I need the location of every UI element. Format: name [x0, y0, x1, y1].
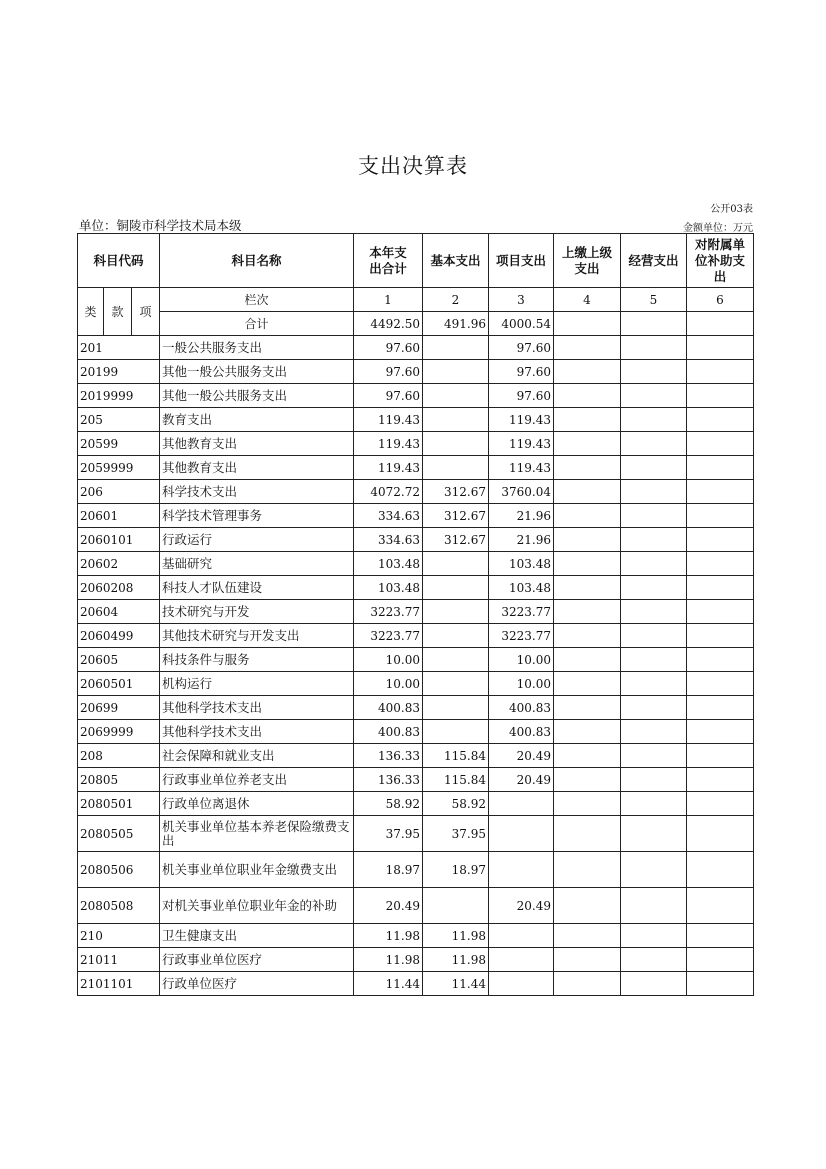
row-business — [621, 336, 687, 360]
row-business — [621, 576, 687, 600]
row-basic: 11.98 — [423, 948, 489, 972]
row-business — [621, 744, 687, 768]
row-business — [621, 972, 687, 996]
row-project: 21.96 — [489, 504, 554, 528]
table-row — [78, 624, 754, 648]
row-basic: 312.67 — [423, 480, 489, 504]
row-project: 400.83 — [489, 696, 554, 720]
table-row — [78, 948, 754, 972]
row-total: 11.98 — [354, 924, 423, 948]
col-index-5: 5 — [621, 288, 687, 312]
row-basic — [423, 456, 489, 480]
table-row — [78, 360, 754, 384]
row-subsidy — [687, 852, 754, 888]
row-project — [489, 924, 554, 948]
table-row — [78, 888, 754, 924]
row-subsidy — [687, 360, 754, 384]
row-total: 10.00 — [354, 672, 423, 696]
row-business — [621, 456, 687, 480]
row-remit — [554, 888, 621, 924]
row-name: 其他教育支出 — [160, 456, 354, 480]
table-row — [78, 336, 754, 360]
row-total: 136.33 — [354, 768, 423, 792]
row-basic: 312.67 — [423, 528, 489, 552]
row-business — [621, 948, 687, 972]
row-business — [621, 600, 687, 624]
table-row — [78, 924, 754, 948]
row-basic: 312.67 — [423, 504, 489, 528]
row-remit — [554, 624, 621, 648]
row-basic — [423, 408, 489, 432]
table-row — [78, 816, 754, 852]
row-remit — [554, 384, 621, 408]
row-basic: 37.95 — [423, 816, 489, 852]
row-business — [621, 888, 687, 924]
row-name: 其他一般公共服务支出 — [160, 384, 354, 408]
table-row — [78, 480, 754, 504]
total-business — [621, 312, 687, 336]
row-code: 2069999 — [78, 720, 160, 744]
table-row — [78, 672, 754, 696]
table-row — [78, 552, 754, 576]
header-total: 本年支出合计 — [354, 234, 423, 288]
table-row — [78, 408, 754, 432]
row-total: 136.33 — [354, 744, 423, 768]
row-total: 400.83 — [354, 720, 423, 744]
row-total: 119.43 — [354, 456, 423, 480]
total-label: 合计 — [160, 312, 354, 336]
header-business: 经营支出 — [621, 234, 687, 288]
col-index-2: 2 — [423, 288, 489, 312]
row-business — [621, 924, 687, 948]
row-project: 20.49 — [489, 744, 554, 768]
col-index-3: 3 — [489, 288, 554, 312]
row-project — [489, 852, 554, 888]
row-code: 2060208 — [78, 576, 160, 600]
row-code: 2060499 — [78, 624, 160, 648]
header-name: 科目名称 — [160, 234, 354, 288]
row-basic: 11.98 — [423, 924, 489, 948]
row-basic — [423, 888, 489, 924]
row-project: 20.49 — [489, 888, 554, 924]
row-basic: 115.84 — [423, 768, 489, 792]
row-business — [621, 624, 687, 648]
row-project: 119.43 — [489, 432, 554, 456]
col-index-6: 6 — [687, 288, 754, 312]
row-basic — [423, 576, 489, 600]
row-project: 3223.77 — [489, 600, 554, 624]
row-total: 4072.72 — [354, 480, 423, 504]
row-remit — [554, 744, 621, 768]
row-name: 行政事业单位医疗 — [160, 948, 354, 972]
row-remit — [554, 948, 621, 972]
row-project: 103.48 — [489, 552, 554, 576]
row-remit — [554, 456, 621, 480]
header-code: 科目代码 — [78, 234, 160, 288]
row-code: 20604 — [78, 600, 160, 624]
row-remit — [554, 432, 621, 456]
row-subsidy — [687, 576, 754, 600]
row-name: 社会保障和就业支出 — [160, 744, 354, 768]
row-code: 20805 — [78, 768, 160, 792]
table-row — [78, 972, 754, 996]
header-lei: 类 — [78, 288, 104, 336]
total-remit — [554, 312, 621, 336]
row-basic — [423, 600, 489, 624]
row-remit — [554, 924, 621, 948]
table-row — [78, 768, 754, 792]
total-total: 4492.50 — [354, 312, 423, 336]
row-remit — [554, 720, 621, 744]
table-row — [78, 456, 754, 480]
row-project — [489, 948, 554, 972]
row-code: 2060101 — [78, 528, 160, 552]
header-kuan: 款 — [104, 288, 132, 336]
column-index-row — [78, 288, 754, 312]
row-project: 3223.77 — [489, 624, 554, 648]
table-row — [78, 720, 754, 744]
row-code: 2060501 — [78, 672, 160, 696]
row-remit — [554, 816, 621, 852]
row-business — [621, 432, 687, 456]
header-xiang: 项 — [132, 288, 160, 336]
row-code: 21011 — [78, 948, 160, 972]
row-code: 2080505 — [78, 816, 160, 852]
row-name: 科技人才队伍建设 — [160, 576, 354, 600]
row-business — [621, 360, 687, 384]
row-remit — [554, 504, 621, 528]
row-business — [621, 852, 687, 888]
row-code: 2080508 — [78, 888, 160, 924]
row-name: 其他一般公共服务支出 — [160, 360, 354, 384]
row-code: 20699 — [78, 696, 160, 720]
total-basic: 491.96 — [423, 312, 489, 336]
row-remit — [554, 792, 621, 816]
row-subsidy — [687, 816, 754, 852]
row-name: 行政单位离退休 — [160, 792, 354, 816]
row-code: 20605 — [78, 648, 160, 672]
header-row — [78, 234, 754, 288]
row-project: 97.60 — [489, 336, 554, 360]
form-number: 公开03表 — [710, 204, 753, 215]
row-name: 技术研究与开发 — [160, 600, 354, 624]
row-subsidy — [687, 600, 754, 624]
row-basic — [423, 648, 489, 672]
row-project: 119.43 — [489, 456, 554, 480]
row-total: 334.63 — [354, 504, 423, 528]
row-name: 教育支出 — [160, 408, 354, 432]
row-name: 科学技术支出 — [160, 480, 354, 504]
row-code: 206 — [78, 480, 160, 504]
row-project — [489, 972, 554, 996]
row-project: 97.60 — [489, 384, 554, 408]
table-row — [78, 744, 754, 768]
row-basic — [423, 384, 489, 408]
row-basic: 58.92 — [423, 792, 489, 816]
row-subsidy — [687, 384, 754, 408]
row-name: 其他教育支出 — [160, 432, 354, 456]
row-business — [621, 816, 687, 852]
row-subsidy — [687, 624, 754, 648]
row-business — [621, 504, 687, 528]
row-total: 3223.77 — [354, 600, 423, 624]
row-total: 3223.77 — [354, 624, 423, 648]
lanci-label: 栏次 — [160, 288, 354, 312]
row-total: 10.00 — [354, 648, 423, 672]
row-project — [489, 816, 554, 852]
header-basic: 基本支出 — [423, 234, 489, 288]
table-row — [78, 696, 754, 720]
row-code: 20602 — [78, 552, 160, 576]
row-project — [489, 792, 554, 816]
col-index-4: 4 — [554, 288, 621, 312]
header-project: 项目支出 — [489, 234, 554, 288]
row-remit — [554, 600, 621, 624]
row-total: 18.97 — [354, 852, 423, 888]
row-total: 20.49 — [354, 888, 423, 924]
row-code: 20199 — [78, 360, 160, 384]
table-row — [78, 528, 754, 552]
row-code: 201 — [78, 336, 160, 360]
row-name: 一般公共服务支出 — [160, 336, 354, 360]
row-name: 行政运行 — [160, 528, 354, 552]
header-subsidy: 对附属单位补助支出 — [687, 234, 754, 288]
total-subsidy — [687, 312, 754, 336]
row-total: 97.60 — [354, 384, 423, 408]
row-code: 2059999 — [78, 456, 160, 480]
row-subsidy — [687, 408, 754, 432]
row-business — [621, 408, 687, 432]
row-total: 97.60 — [354, 360, 423, 384]
row-remit — [554, 336, 621, 360]
row-basic — [423, 360, 489, 384]
row-total: 11.44 — [354, 972, 423, 996]
row-name: 行政事业单位养老支出 — [160, 768, 354, 792]
row-project: 21.96 — [489, 528, 554, 552]
row-name: 卫生健康支出 — [160, 924, 354, 948]
row-subsidy — [687, 948, 754, 972]
row-basic: 18.97 — [423, 852, 489, 888]
row-basic: 115.84 — [423, 744, 489, 768]
row-code: 20601 — [78, 504, 160, 528]
row-business — [621, 672, 687, 696]
row-code: 20599 — [78, 432, 160, 456]
row-basic — [423, 552, 489, 576]
row-subsidy — [687, 648, 754, 672]
row-subsidy — [687, 924, 754, 948]
total-row — [78, 312, 754, 336]
row-business — [621, 696, 687, 720]
row-business — [621, 648, 687, 672]
row-name: 其他科学技术支出 — [160, 696, 354, 720]
row-name: 基础研究 — [160, 552, 354, 576]
unit-label: 单位：铜陵市科学技术局本级 — [79, 218, 242, 233]
row-code: 208 — [78, 744, 160, 768]
row-project: 10.00 — [489, 672, 554, 696]
row-total: 103.48 — [354, 552, 423, 576]
row-total: 400.83 — [354, 696, 423, 720]
row-remit — [554, 648, 621, 672]
row-project: 20.49 — [489, 768, 554, 792]
table-row — [78, 600, 754, 624]
row-project: 103.48 — [489, 576, 554, 600]
row-subsidy — [687, 672, 754, 696]
table-row — [78, 384, 754, 408]
row-basic — [423, 720, 489, 744]
row-remit — [554, 672, 621, 696]
table-row — [78, 852, 754, 888]
row-remit — [554, 972, 621, 996]
table-row — [78, 432, 754, 456]
row-subsidy — [687, 696, 754, 720]
row-remit — [554, 852, 621, 888]
row-name: 科技条件与服务 — [160, 648, 354, 672]
row-remit — [554, 552, 621, 576]
row-code: 2080506 — [78, 852, 160, 888]
row-code: 210 — [78, 924, 160, 948]
row-business — [621, 720, 687, 744]
row-subsidy — [687, 336, 754, 360]
row-subsidy — [687, 480, 754, 504]
row-name: 对机关事业单位职业年金的补助 — [160, 888, 354, 924]
row-code: 2019999 — [78, 384, 160, 408]
amount-unit: 金额单位：万元 — [683, 223, 753, 234]
row-subsidy — [687, 744, 754, 768]
row-total: 37.95 — [354, 816, 423, 852]
row-subsidy — [687, 552, 754, 576]
row-subsidy — [687, 720, 754, 744]
row-name: 其他科学技术支出 — [160, 720, 354, 744]
row-name: 其他技术研究与开发支出 — [160, 624, 354, 648]
row-total: 58.92 — [354, 792, 423, 816]
row-code: 2080501 — [78, 792, 160, 816]
row-basic — [423, 336, 489, 360]
row-name: 机关事业单位职业年金缴费支出 — [160, 852, 354, 888]
expenditure-table — [77, 233, 754, 996]
row-business — [621, 528, 687, 552]
row-remit — [554, 696, 621, 720]
row-basic — [423, 432, 489, 456]
row-subsidy — [687, 888, 754, 924]
row-project: 400.83 — [489, 720, 554, 744]
row-name: 机关事业单位基本养老保险缴费支出 — [160, 816, 354, 852]
row-total: 119.43 — [354, 408, 423, 432]
col-index-1: 1 — [354, 288, 423, 312]
row-name: 行政单位医疗 — [160, 972, 354, 996]
row-basic — [423, 696, 489, 720]
table-row — [78, 792, 754, 816]
row-business — [621, 792, 687, 816]
row-subsidy — [687, 528, 754, 552]
table-row — [78, 504, 754, 528]
row-total: 97.60 — [354, 336, 423, 360]
table-row — [78, 576, 754, 600]
row-basic — [423, 624, 489, 648]
row-subsidy — [687, 768, 754, 792]
row-code: 2101101 — [78, 972, 160, 996]
table-row — [78, 648, 754, 672]
row-business — [621, 480, 687, 504]
row-remit — [554, 768, 621, 792]
row-project: 3760.04 — [489, 480, 554, 504]
row-remit — [554, 360, 621, 384]
row-project: 10.00 — [489, 648, 554, 672]
row-subsidy — [687, 792, 754, 816]
row-business — [621, 768, 687, 792]
row-code: 205 — [78, 408, 160, 432]
row-basic — [423, 672, 489, 696]
row-name: 科学技术管理事务 — [160, 504, 354, 528]
row-total: 103.48 — [354, 576, 423, 600]
row-subsidy — [687, 456, 754, 480]
header-remit: 上缴上级支出 — [554, 234, 621, 288]
row-basic: 11.44 — [423, 972, 489, 996]
row-subsidy — [687, 972, 754, 996]
row-total: 119.43 — [354, 432, 423, 456]
row-total: 11.98 — [354, 948, 423, 972]
row-business — [621, 552, 687, 576]
row-subsidy — [687, 432, 754, 456]
row-remit — [554, 408, 621, 432]
row-subsidy — [687, 504, 754, 528]
row-project: 97.60 — [489, 360, 554, 384]
row-project: 119.43 — [489, 408, 554, 432]
page-title: 支出决算表 — [358, 154, 468, 178]
row-remit — [554, 576, 621, 600]
total-project: 4000.54 — [489, 312, 554, 336]
row-name: 机构运行 — [160, 672, 354, 696]
row-remit — [554, 528, 621, 552]
row-remit — [554, 480, 621, 504]
row-business — [621, 384, 687, 408]
row-total: 334.63 — [354, 528, 423, 552]
